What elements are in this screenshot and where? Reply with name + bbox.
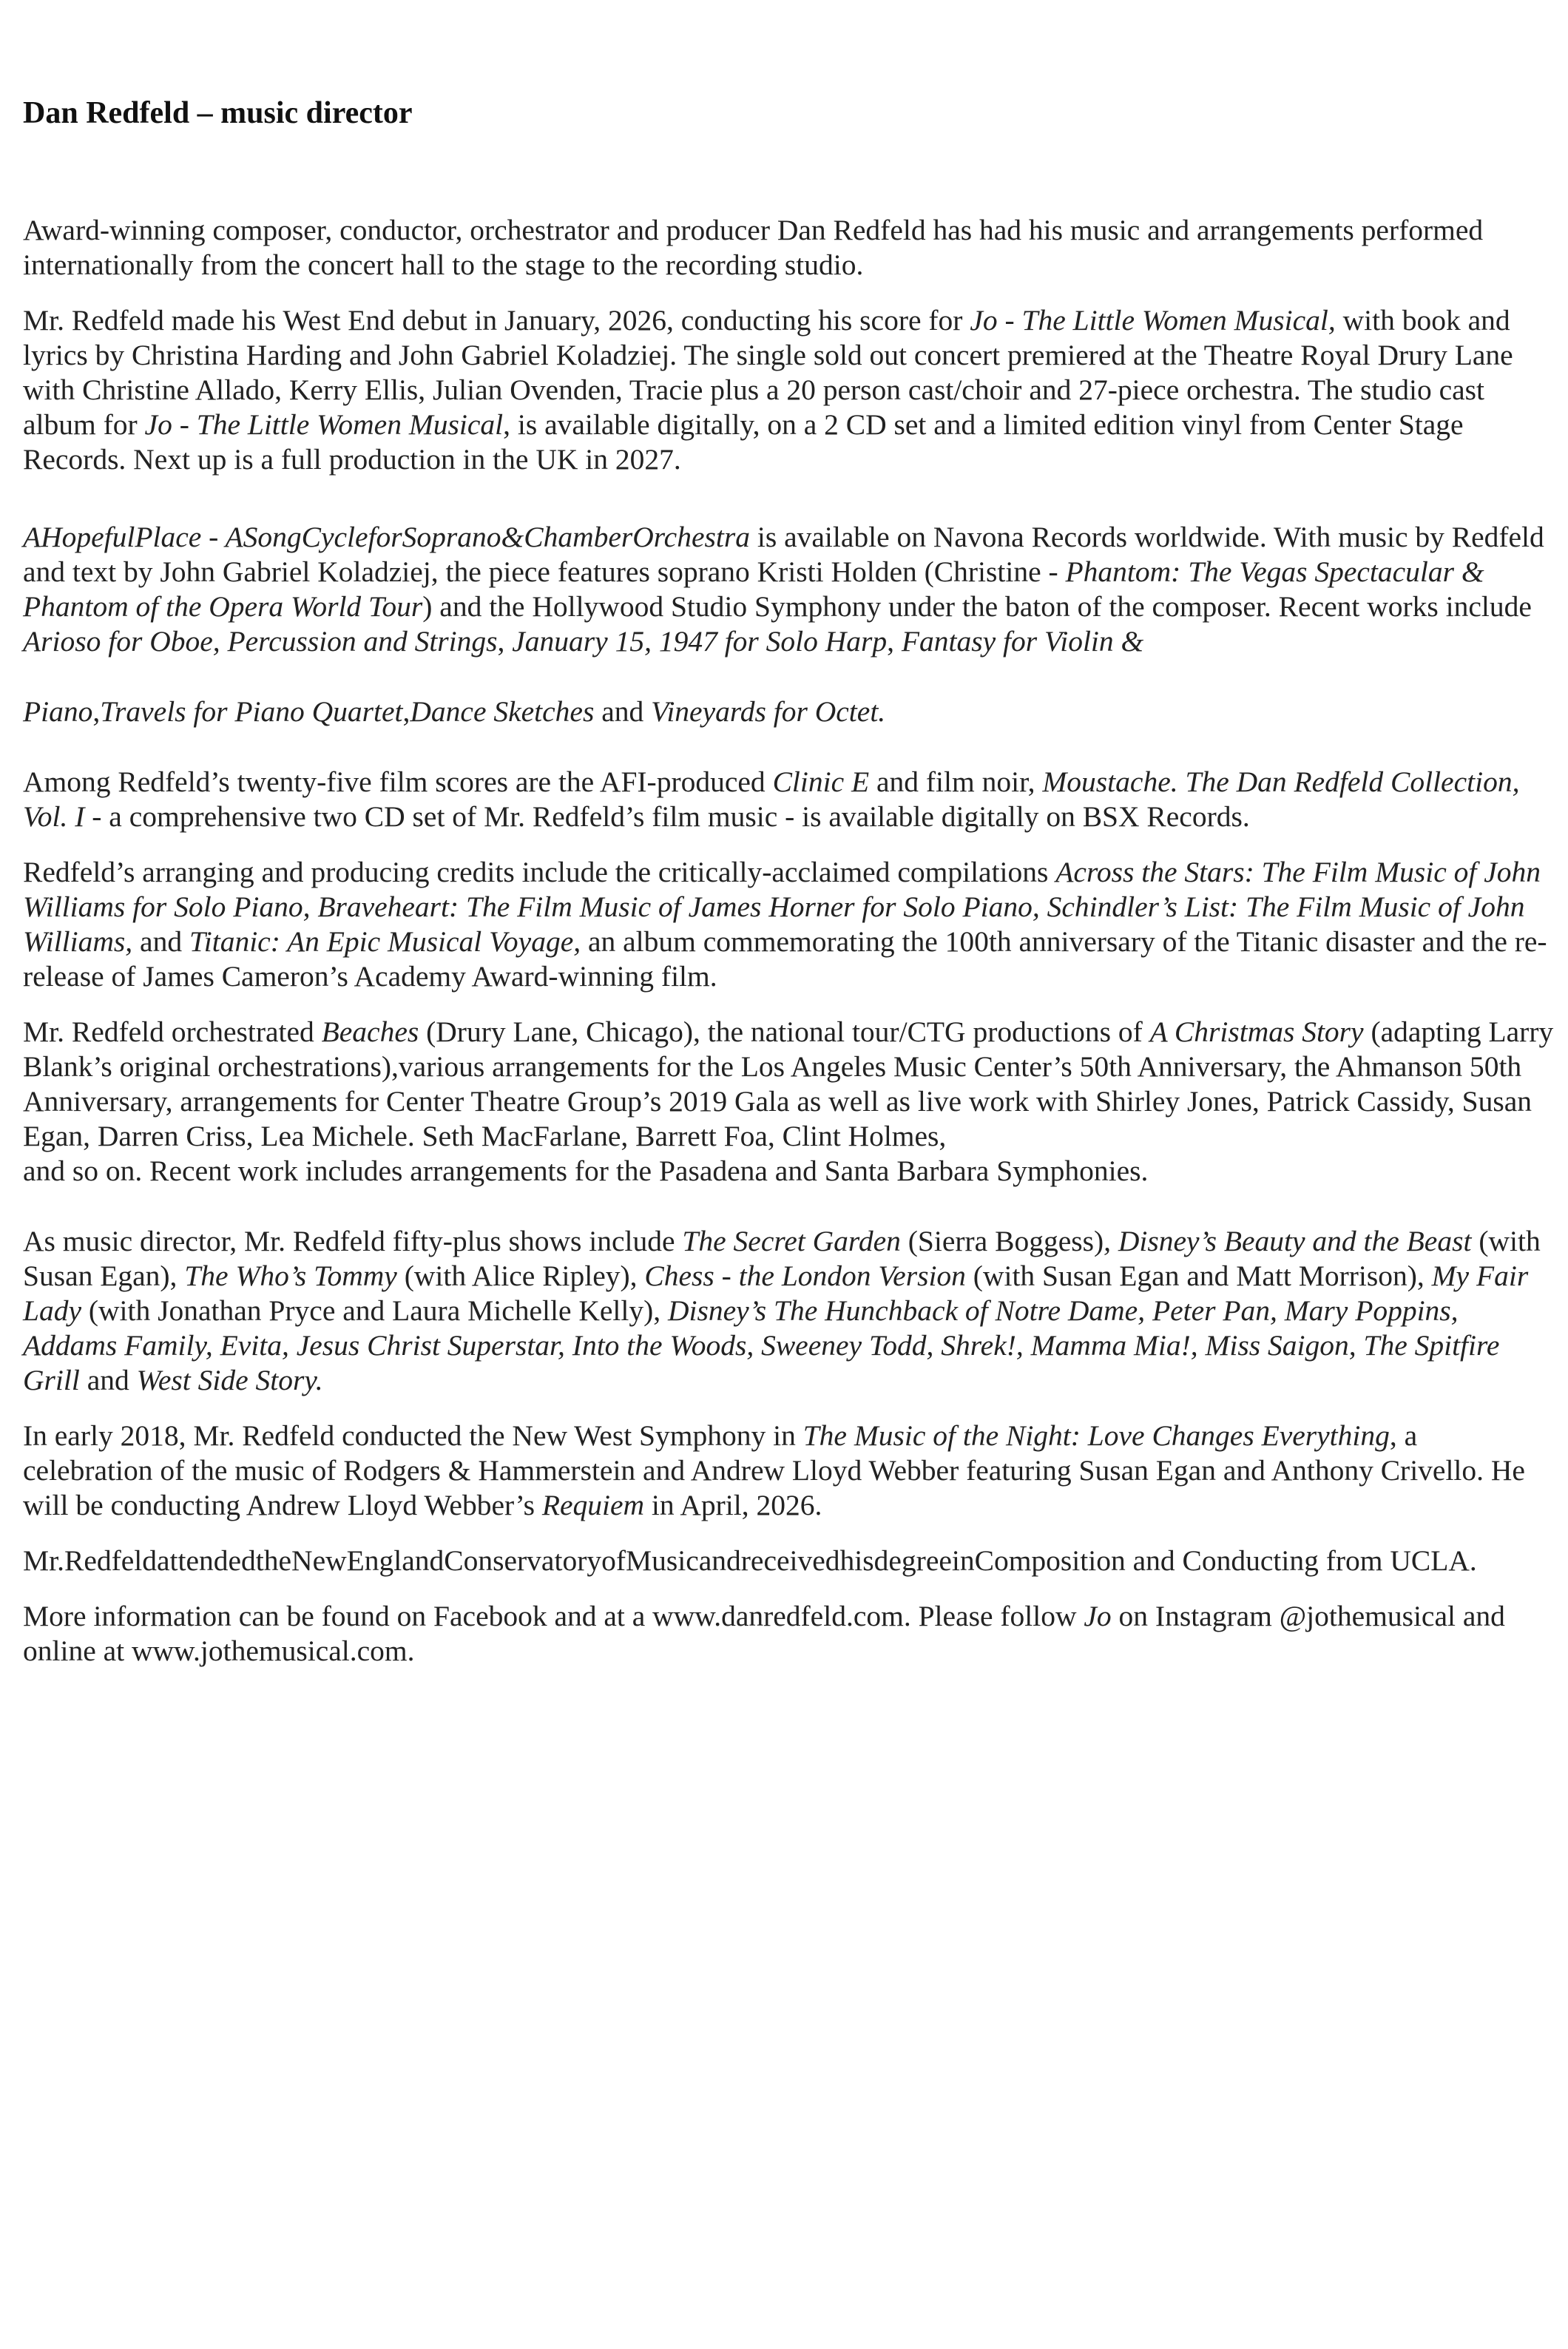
- film-title: Clinic E: [772, 765, 870, 798]
- work-title: AHopefulPlace - ASongCycleforSoprano&ChamberOrchestra: [23, 521, 750, 553]
- text-run: and so on. Recent work includes arrangements for the Pasadena and Santa Barbara Symphonies.: [23, 1155, 1149, 1187]
- bio-paragraph-contact: [23, 1599, 1554, 1669]
- text-run: As music director, Mr. Redfeld fifty-plus shows include: [23, 1225, 683, 1257]
- show-title: My Fair Lady: [23, 1260, 1529, 1327]
- text-run: Award-winning composer, conductor, orchestrator and producer Dan Redfeld has had his music and arrangements performed internationally from the concert hall to the stage to the recording studio.: [23, 214, 1484, 281]
- show-title: West Side Story.: [136, 1364, 323, 1396]
- show-title: Disney’s The Hunchback of Notre Dame, Peter Pan, Mary Poppins, Addams Family, Evita, Jesus Christ Superstar, Into the Woods, Sweeney Todd, Shrek!, Mamma Mia!, Miss Saigon, The Spitfire Grill: [23, 1294, 1500, 1396]
- show-title: The Who’s Tommy: [184, 1260, 397, 1292]
- show-title: Phantom: The Vegas Spectacular & Phantom of the Opera World Tour: [23, 555, 1484, 623]
- bio-paragraph-intro: [23, 213, 1554, 283]
- work-title: January 15, 1947 for Solo Harp: [512, 625, 888, 658]
- work-title: Vineyards for Octet.: [651, 695, 886, 728]
- text-run: (with Jonathan Pryce and Laura Michelle Kelly),: [81, 1294, 669, 1327]
- work-title: Requiem: [541, 1489, 645, 1521]
- text-run: is available on Navona Records worldwide. With music by Redfeld and text by John Gabriel Koladziej, the piece features soprano Kristi Holden (Christine -: [23, 521, 1544, 588]
- bio-paragraph-symphony: [23, 1419, 1554, 1523]
- text-run: ,: [497, 625, 513, 658]
- text-run: (with Alice Ripley),: [396, 1260, 645, 1292]
- bio-paragraph-education: [23, 1544, 1554, 1578]
- bio-paragraph-works-continued: [23, 694, 1554, 729]
- text-run: and film noir,: [869, 765, 1043, 798]
- show-title: Jo - The Little Women Musical,: [970, 304, 1336, 337]
- work-title: Arioso for Oboe, Percussion and Strings: [23, 625, 498, 658]
- show-title: A Christmas Story: [1149, 1015, 1364, 1048]
- show-title: The Secret Garden: [682, 1225, 901, 1257]
- text-run: (adapting Larry Blank’s original orchestrations),various arrangements for the Los Angeles Music Center’s 50th Anniversary, the Ahmanson 50th Anniversary, arrangements for Center Theatre Group’s 2019 Gala as well as live work with Shirley Jones, Patrick Cassidy, Susan Egan, Darren Criss, Lea Michele. Seth MacFarlane, Barrett Foa, Clint Holmes,: [23, 1015, 1554, 1152]
- text-run: and: [79, 1364, 137, 1396]
- text-run: , is available digitally, on a 2 CD set and a limited edition vinyl from Center Stage Records. Next up is a full production in the UK in 2027.: [23, 408, 1464, 476]
- text-run: (with Susan Egan and Matt Morrison),: [965, 1260, 1432, 1292]
- show-title: Beaches: [321, 1015, 419, 1048]
- text-run: ,: [402, 695, 410, 728]
- text-run: on Instagram @jothemusical and online at www.jothemusical.com.: [23, 1600, 1505, 1667]
- text-run: Mr.RedfeldattendedtheNewEnglandConservatoryofMusicandreceivedhisdegreeinComposition and Conducting from UCLA.: [23, 1544, 1477, 1577]
- text-run: More information can be found on Facebook and at a www.danredfeld.com. Please follow: [23, 1600, 1084, 1632]
- text-run: (Sierra Boggess): [900, 1225, 1104, 1257]
- bio-paragraph-recordings: [23, 520, 1554, 659]
- concert-title: The Music of the Night: Love Changes Everything: [802, 1419, 1390, 1452]
- text-run: ) and the Hollywood Studio Symphony under the baton of the composer. Recent works include: [422, 590, 1532, 623]
- page-title: Dan Redfeld – music director: [23, 96, 413, 130]
- bio-paragraph-film: [23, 765, 1554, 834]
- text-run: Among Redfeld’s twenty-five film scores are the AFI-produced: [23, 765, 773, 798]
- work-title: Piano: [23, 695, 93, 728]
- work-title: Dance Sketches: [410, 695, 595, 728]
- show-title: Jo - The Little Women Musical: [144, 408, 504, 441]
- text-run: and: [132, 925, 189, 958]
- show-title: Jo: [1084, 1600, 1112, 1632]
- work-title: Fantasy for Violin &: [901, 625, 1144, 658]
- bio-paragraph-arranging: [23, 855, 1554, 994]
- album-title: Across the Stars: The Film Music of John Williams for Solo Piano, Braveheart: The Film Music of James Horner for Solo Piano, Schindler’s List: The Film Music of John Williams,: [23, 856, 1541, 958]
- text-run: an album commemorating the 100th anniversary of the Titanic disaster and the re-release of James Cameron’s Academy Award-winning film.: [23, 925, 1547, 993]
- text-run: ,: [887, 625, 902, 658]
- text-run: in April, 2026.: [644, 1489, 822, 1521]
- text-run: ,: [92, 695, 101, 728]
- text-run: (Drury Lane, Chicago), the national tour/CTG productions of: [419, 1015, 1150, 1048]
- text-run: - a comprehensive two CD set of Mr. Redfeld’s film music - is available digitally on BSX Records.: [84, 800, 1250, 833]
- show-title: Chess - the London Version: [644, 1260, 966, 1292]
- text-run: (with Susan Egan),: [23, 1225, 1541, 1292]
- text-run: In early 2018, Mr. Redfeld conducted the New West Symphony in: [23, 1419, 803, 1452]
- text-run: with book and lyrics by Christina Harding and John Gabriel Koladziej. The single sold out concert premiered at the Theatre Royal Drury Lane with Christine Allado, Kerry Ellis, Julian Ovenden, Tracie plus a 20 person cast/choir and 27-piece orchestra. The studio cast album for: [23, 304, 1513, 441]
- bio-paragraph-west-end: [23, 303, 1554, 477]
- show-title: , Disney’s Beauty and the Beast: [1104, 1225, 1472, 1257]
- film-title: Moustache. The Dan Redfeld Collection, Vol. I: [23, 765, 1520, 833]
- work-title: Travels for Piano Quartet: [100, 695, 403, 728]
- text-run: , a celebration of the music of Rodgers & Hammerstein and Andrew Lloyd Webber featuring Susan Egan and Anthony Crivello. He will be conducting Andrew Lloyd Webber’s: [23, 1419, 1525, 1521]
- bio-paragraph-music-director: [23, 1224, 1554, 1398]
- text-run: Mr. Redfeld made his West End debut in January, 2026, conducting his score for: [23, 304, 970, 337]
- text-run: Mr. Redfeld orchestrated: [23, 1015, 322, 1048]
- document-page: [23, 95, 1554, 1689]
- bio-paragraph-orchestration: [23, 1015, 1554, 1189]
- album-title: Titanic: An Epic Musical Voyage,: [189, 925, 581, 958]
- text-run: Redfeld’s arranging and producing credits include the critically-acclaimed compilations: [23, 856, 1056, 888]
- text-run: and: [594, 695, 652, 728]
